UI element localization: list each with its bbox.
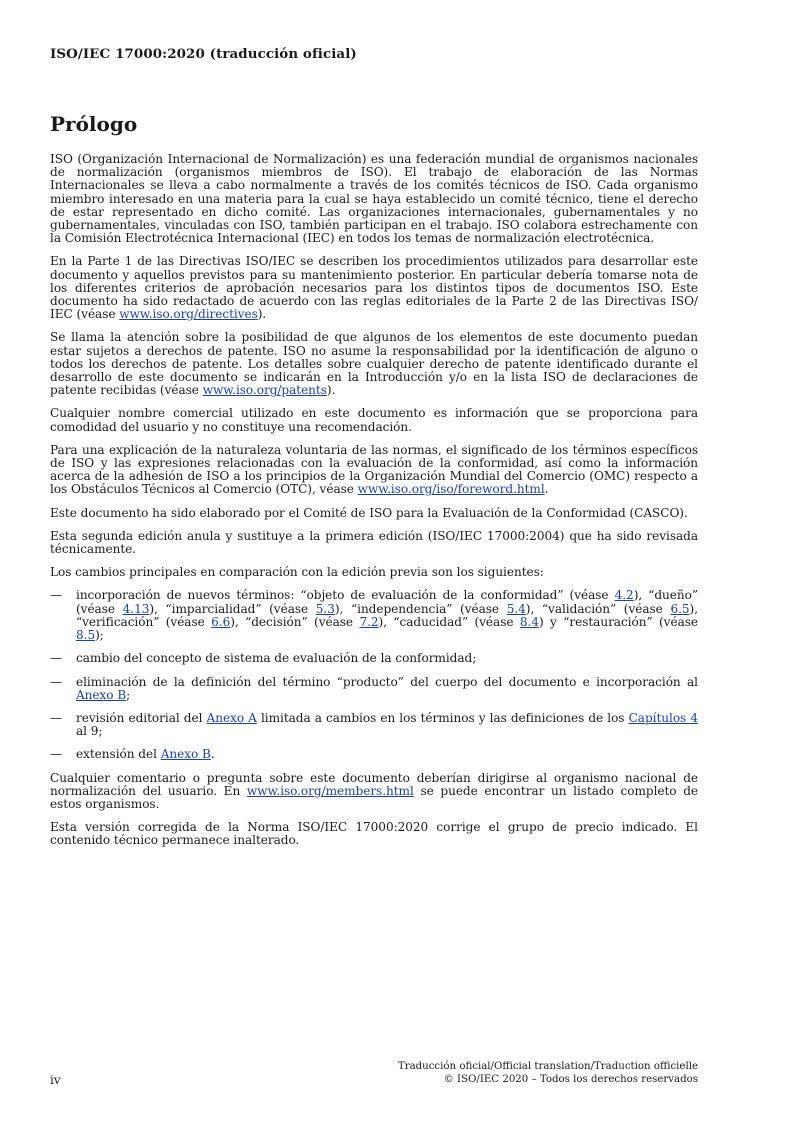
list-text-segment: eliminación de la definición del término “producto” del cuerpo del documento e incorporación al xyxy=(76,674,698,689)
document-page xyxy=(50,0,698,1122)
paragraph-comments xyxy=(50,772,698,812)
list-text-segment: incorporación de nuevos términos: “objeto de evaluación de la conformidad” (véase xyxy=(76,588,615,603)
list-text-segment: ; xyxy=(126,687,131,702)
footer-copyright-line: © ISO/IEC 2020 – Todos los derechos reservados xyxy=(443,1074,698,1085)
list-item-text xyxy=(76,712,698,738)
annex-b-link[interactable]: Anexo B xyxy=(160,747,211,762)
list-text-segment: . xyxy=(210,747,215,762)
paragraph-comments-text: Cualquier comentario o pregunta sobre este documento deberían dirigirse al organismo nacional de normalización del usuario. En xyxy=(50,770,698,798)
annex-a-link[interactable]: Anexo A xyxy=(206,710,257,725)
list-text-segment: ), “verificación” (véase xyxy=(76,601,698,629)
foreword-link[interactable]: www.iso.org/iso/foreword.html xyxy=(357,482,545,497)
list-text-segment: limitada a cambios en los términos y las definiciones de los xyxy=(256,710,629,725)
list-text-segment: al 9; xyxy=(76,724,103,739)
document-header: ISO/IEC 17000:2020 (traducción oficial) xyxy=(50,46,357,62)
directives-link[interactable]: www.iso.org/directives xyxy=(119,307,258,322)
paragraph-trade-names: Cualquier nombre comercial utilizado en este documento es información que se proporciona para comodidad del usuario y no constituye una recomendación. xyxy=(50,406,698,434)
list-item-text xyxy=(76,676,698,702)
footer-translation-line: Traducción oficial/Official translation/Traduction officielle xyxy=(397,1061,698,1072)
paragraph-voluntary-text: Para una explicación de la naturaleza voluntaria de las normas, el significado de los términos específicos de ISO y las expresiones relacionadas con la evaluación de la conformidad, así como la información acerca de la adhesión de ISO a los principios de la Organización Mundial del Comercio (OMC) respecto a los Obstáculos Técnicos al Comercio (OTC), véase xyxy=(50,442,698,497)
page-title: Prólogo xyxy=(50,112,138,136)
paragraph-iso-intro: ISO (Organización Internacional de Normalización) es una federación mundial de organismos nacionales de normalización (organismos miembros de ISO). El trabajo de elaboración de las Normas Internacionales se lleva a cabo normalmente a través de los comités técnicos de ISO. Cada organismo miembro interesado en una materia para la cual se haya establecido un comité técnico, tiene el derecho de estar representado en dicho comité. Las organizaciones internacionales, gubernamentales y no gubernamentales, vinculadas con ISO, también participan en el trabajo. ISO colabora estrechamente con la Comisión Electrotécnica Internacional (IEC) en todos los temas de normalización electrotécnica. xyxy=(50,152,698,246)
paragraph-patents-end: ). xyxy=(326,383,336,398)
list-item-text: cambio del concepto de sistema de evaluación de la conformidad; xyxy=(76,651,477,666)
ref-link[interactable]: 8.4 xyxy=(519,614,539,629)
footer-copyright xyxy=(398,1060,698,1086)
list-item-text xyxy=(76,589,698,642)
paragraph-voluntary-end: . xyxy=(544,482,549,497)
list-item-text xyxy=(76,748,698,761)
paragraph-corrected-version: Esta versión corregida de la Norma ISO/IEC 17000:2020 corrige el grupo de precio indicado. El contenido técnico permanece inalterado. xyxy=(50,820,698,848)
list-item xyxy=(50,652,698,665)
paragraph-changes-intro: Los cambios principales en comparación con la edición previa son los siguientes: xyxy=(50,565,544,580)
list-text-segment: ); xyxy=(95,628,104,643)
paragraph-directives-end: ). xyxy=(257,307,267,322)
ref-link[interactable]: 7.2 xyxy=(359,614,379,629)
list-text-segment: ), “imparcialidad” (véase xyxy=(149,601,316,616)
list-text-segment: ), “dueño” (véase xyxy=(76,588,699,616)
dash-bullet: — xyxy=(50,651,63,666)
list-item xyxy=(50,748,698,761)
list-text-segment: extensión del xyxy=(76,747,161,762)
ref-link[interactable]: 5.4 xyxy=(506,601,526,616)
paragraph-edition: Esta segunda edición anula y sustituye a la primera edición (ISO/IEC 17000:2004) que ha sido revisada técnicamente. xyxy=(50,528,698,557)
chapter-4-link[interactable]: Capítulos 4 xyxy=(628,710,698,725)
dash-bullet: — xyxy=(50,747,63,762)
paragraph-committee: Este documento ha sido elaborado por el Comité de ISO para la Evaluación de la Conformidad (CASCO). xyxy=(50,505,688,520)
paragraph-patents-text: Se llama la atención sobre la posibilidad de que algunos de los elementos de este documento puedan estar sujetos a derechos de patente. ISO no asume la responsabilidad por la identificación de alguno o todos los derechos de patente. Los detalles sobre cualquier derecho de patente identificado durante el desarrollo de este documento se indicarán en la Introducción y/o en la lista ISO de declaraciones de patente recibidas (véase xyxy=(50,330,698,398)
ref-link[interactable]: 4.2 xyxy=(614,588,634,603)
dash-bullet: — xyxy=(50,674,63,689)
ref-link[interactable]: 6.6 xyxy=(211,614,231,629)
list-text-segment: ) y “restauración” (véase xyxy=(538,614,698,629)
list-text-segment: revisión editorial del xyxy=(76,710,207,725)
ref-link[interactable]: 6.5 xyxy=(670,601,690,616)
list-item xyxy=(50,676,698,702)
ref-link[interactable]: 8.5 xyxy=(76,628,96,643)
paragraph-directives xyxy=(50,255,698,321)
list-item xyxy=(50,712,698,738)
list-text-segment: ), “decisión” (véase xyxy=(230,614,360,629)
dash-bullet: — xyxy=(50,588,63,603)
page-number: iv xyxy=(50,1073,61,1087)
paragraph-patents xyxy=(50,331,698,397)
dash-bullet: — xyxy=(50,710,63,725)
members-link[interactable]: www.iso.org/members.html xyxy=(246,783,414,798)
annex-b-link[interactable]: Anexo B xyxy=(76,687,127,702)
foreword-body xyxy=(50,153,698,858)
patents-link[interactable]: www.iso.org/patents xyxy=(202,383,327,398)
paragraph-directives-text: En la Parte 1 de las Directivas ISO/IEC se describen los procedimientos utilizados para desarrollar este documento y aquellos previstos para su mantenimiento posterior. En particular debería tomarse nota de los diferentes criterios de aprobación necesarios para los distintos tipos de documentos ISO. Este documento ha sido redactado de acuerdo con las reglas editoriales de la Parte 2 de las Directivas ISO/ IEC (véase xyxy=(50,254,698,322)
paragraph-voluntary-nature xyxy=(50,444,698,497)
list-text-segment: ), “caducidad” (véase xyxy=(378,614,520,629)
paragraph-comments-end: se puede encontrar un listado completo de estos organismos. xyxy=(50,783,699,811)
ref-link[interactable]: 5.3 xyxy=(315,601,335,616)
list-text-segment: ), “independencia” (véase xyxy=(334,601,507,616)
list-item xyxy=(50,589,698,642)
ref-link[interactable]: 4.13 xyxy=(122,601,150,616)
list-text-segment: ), “validación” (véase xyxy=(525,601,671,616)
